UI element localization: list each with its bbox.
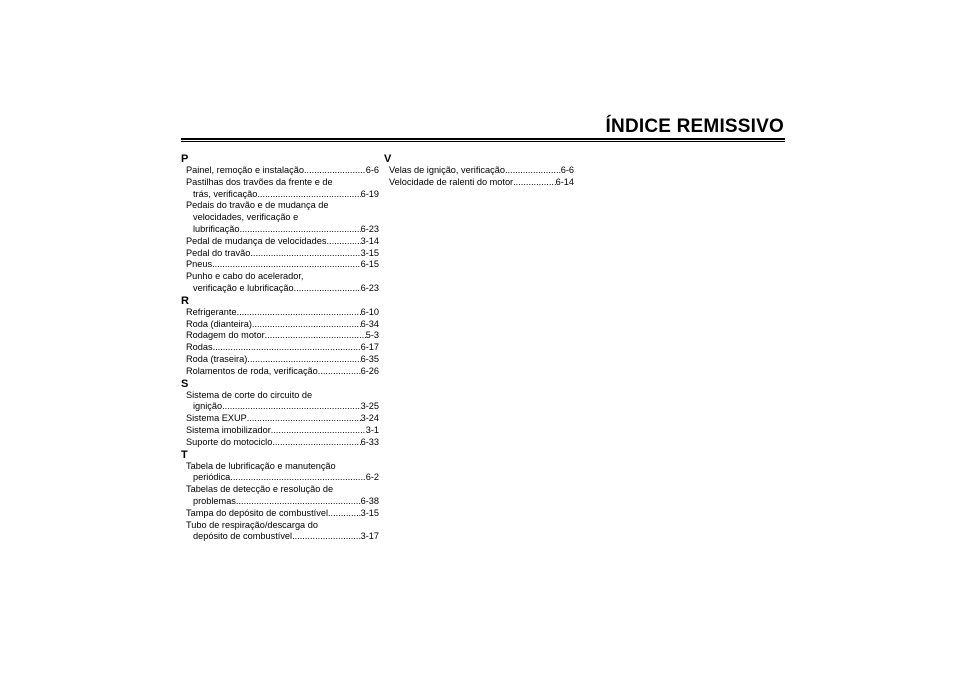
index-letter-heading: V	[384, 153, 392, 165]
index-page-number: 3-24	[360, 413, 379, 424]
index-entry-text: Tubo de respiração/descarga do	[186, 519, 318, 530]
index-entry	[181, 425, 379, 437]
index-entry-line	[186, 496, 379, 508]
index-page-number: 3-1	[365, 424, 379, 435]
index-entry-line	[186, 330, 379, 342]
index-entry-text: Tampa do depósito de combustível	[186, 507, 328, 518]
index-entry-line	[186, 413, 379, 425]
dot-leader	[294, 283, 361, 295]
index-page-number: 6-15	[360, 259, 379, 270]
dot-leader	[328, 508, 361, 520]
dot-leader	[318, 366, 361, 378]
index-entry	[181, 461, 379, 485]
dot-leader	[247, 413, 361, 425]
index-entry-text: problemas	[193, 495, 236, 506]
index-entry-text: Refrigerante	[186, 306, 237, 317]
index-entry-line	[389, 177, 574, 189]
index-entry-line	[186, 366, 379, 378]
index-entry-line	[186, 189, 379, 201]
index-entry	[181, 177, 379, 201]
index-page-number: 6-23	[360, 223, 379, 234]
index-entry	[181, 259, 379, 271]
index-entry	[181, 330, 379, 342]
index-letter-heading: P	[181, 153, 189, 165]
index-page-number: 3-15	[360, 507, 379, 518]
index-entry-line	[186, 531, 379, 543]
index-page-number: 6-6	[560, 165, 574, 175]
index-entry	[181, 390, 379, 414]
index-entry	[181, 307, 379, 319]
index-page-number: 3-25	[360, 401, 379, 412]
index-entry	[181, 271, 379, 295]
index-entry	[181, 413, 379, 425]
dot-leader	[272, 437, 360, 449]
index-page-number: 6-23	[360, 282, 379, 293]
index-entry-text: ignição	[193, 401, 223, 412]
dot-leader	[326, 236, 360, 248]
index-entry-text: trás, verificação	[193, 188, 258, 199]
index-page-number: 3-15	[360, 247, 379, 258]
index-page-number: 6-34	[360, 318, 379, 329]
index-entry-text: Pedal do travão	[186, 247, 251, 258]
index-entry	[181, 342, 379, 354]
dot-leader	[237, 307, 361, 319]
dot-leader	[236, 496, 361, 508]
index-entry-line	[186, 307, 379, 319]
index-entry-text: Velocidade de ralenti do motor	[389, 176, 514, 187]
index-entry	[384, 165, 574, 177]
index-entry-text: verificação e lubrificação	[193, 282, 294, 293]
index-page-number: 3-14	[360, 235, 379, 246]
index-page-number: 6-6	[365, 165, 379, 175]
index-entry	[181, 248, 379, 260]
index-letter-heading: T	[181, 448, 188, 461]
index-page-number: 6-17	[360, 342, 379, 353]
index-entry-text: Painel, remoção e instalação	[186, 165, 304, 175]
index-entry	[181, 165, 379, 177]
index-entry-text: Sistema de corte do circuito de	[186, 389, 313, 400]
index-entry	[181, 484, 379, 508]
index-letter-heading: R	[181, 294, 189, 307]
index-entry	[181, 437, 379, 449]
index-entry-line	[186, 319, 379, 331]
index-entry-line	[186, 401, 379, 413]
index-entry-line	[186, 461, 379, 473]
index-column-right	[384, 153, 574, 189]
index-entry	[181, 319, 379, 331]
index-entry-text: Rodagem do motor	[186, 330, 265, 341]
index-entry-text: lubrificação	[193, 223, 240, 234]
dot-leader	[505, 165, 561, 177]
index-entry-line	[186, 354, 379, 366]
index-page-number: 5-3	[365, 330, 379, 341]
index-entry-line	[186, 437, 379, 449]
index-entry-text: Pastilhas dos travões da frente e de	[186, 176, 333, 187]
dot-leader	[222, 401, 360, 413]
index-entry-line	[186, 520, 379, 532]
index-entry-line	[186, 224, 379, 236]
index-entry-line	[186, 390, 379, 402]
index-entry-text: Rodas	[186, 342, 213, 353]
dot-leader	[252, 319, 361, 331]
index-page-number: 6-38	[360, 495, 379, 506]
dot-leader	[292, 531, 361, 543]
index-entry-text: Tabelas de detecção e resolução de	[186, 484, 334, 495]
index-entry-text: Pneus	[186, 259, 213, 270]
index-page-number: 6-33	[360, 436, 379, 447]
index-entry-text: Punho e cabo do acelerador,	[186, 271, 304, 282]
index-entry-line	[186, 248, 379, 260]
dot-leader	[247, 354, 360, 366]
index-entry-line	[186, 212, 379, 224]
index-page-number: 6-2	[365, 472, 379, 483]
index-letter-heading: S	[181, 377, 189, 390]
index-entry-text: Sistema imobilizador	[186, 424, 271, 435]
dot-leader	[304, 165, 366, 177]
index-entry-line	[186, 472, 379, 484]
index-entry-line	[186, 165, 379, 177]
index-entry	[181, 508, 379, 520]
index-entry	[181, 354, 379, 366]
index-entry-text: Sistema EXUP	[186, 413, 247, 424]
index-column-left	[181, 153, 379, 543]
index-page-number: 6-10	[360, 306, 379, 317]
index-entry-text: Tabela de lubrificação e manutenção	[186, 460, 336, 471]
dot-leader	[513, 177, 555, 189]
index-entry	[181, 366, 379, 378]
index-entry-line	[186, 342, 379, 354]
index-page-number: 6-26	[360, 365, 379, 376]
index-entry-text: Roda (dianteira)	[186, 318, 252, 329]
index-entry-line	[389, 165, 574, 177]
index-entry	[181, 236, 379, 248]
index-entry-text: Pedal de mudança de velocidades	[186, 235, 327, 246]
index-entry	[181, 520, 379, 544]
dot-leader	[213, 342, 361, 354]
index-page-number: 3-17	[360, 531, 379, 542]
dot-leader	[250, 248, 360, 260]
index-entry-line	[186, 283, 379, 295]
index-entry-text: Pedais do travão e de mudança de	[186, 200, 329, 211]
index-entry-text: Suporte do motociclo	[186, 436, 273, 447]
index-entry-line	[186, 484, 379, 496]
index-entry-line	[186, 236, 379, 248]
index-page-number: 6-19	[360, 188, 379, 199]
index-entry	[384, 177, 574, 189]
dot-leader	[212, 259, 361, 271]
index-entry-text: periódica	[193, 472, 231, 483]
dot-leader	[230, 472, 365, 484]
index-entry-text: Rolamentos de roda, verificação	[186, 365, 318, 376]
index-entry-text: Roda (traseira)	[186, 353, 248, 364]
index-entry-text: Velas de ignição, verificação	[389, 165, 505, 175]
dot-leader	[257, 189, 360, 201]
index-entry-line	[186, 508, 379, 520]
index-page-number: 6-14	[555, 176, 574, 187]
page-title: ÍNDICE REMISSIVO	[605, 116, 784, 137]
index-entry-line	[186, 200, 379, 212]
index-page-number: 6-35	[360, 353, 379, 364]
dot-leader	[239, 224, 360, 236]
dot-leader	[271, 425, 366, 437]
index-entry-text: velocidades, verificação e	[193, 212, 299, 223]
index-entry-text: depósito de combustível	[193, 531, 293, 542]
index-entry-line	[186, 177, 379, 189]
index-entry-line	[186, 271, 379, 283]
title-rule	[181, 138, 785, 142]
index-entry	[181, 200, 379, 235]
dot-leader	[265, 330, 366, 342]
index-entry-line	[186, 259, 379, 271]
index-entry-line	[186, 425, 379, 437]
